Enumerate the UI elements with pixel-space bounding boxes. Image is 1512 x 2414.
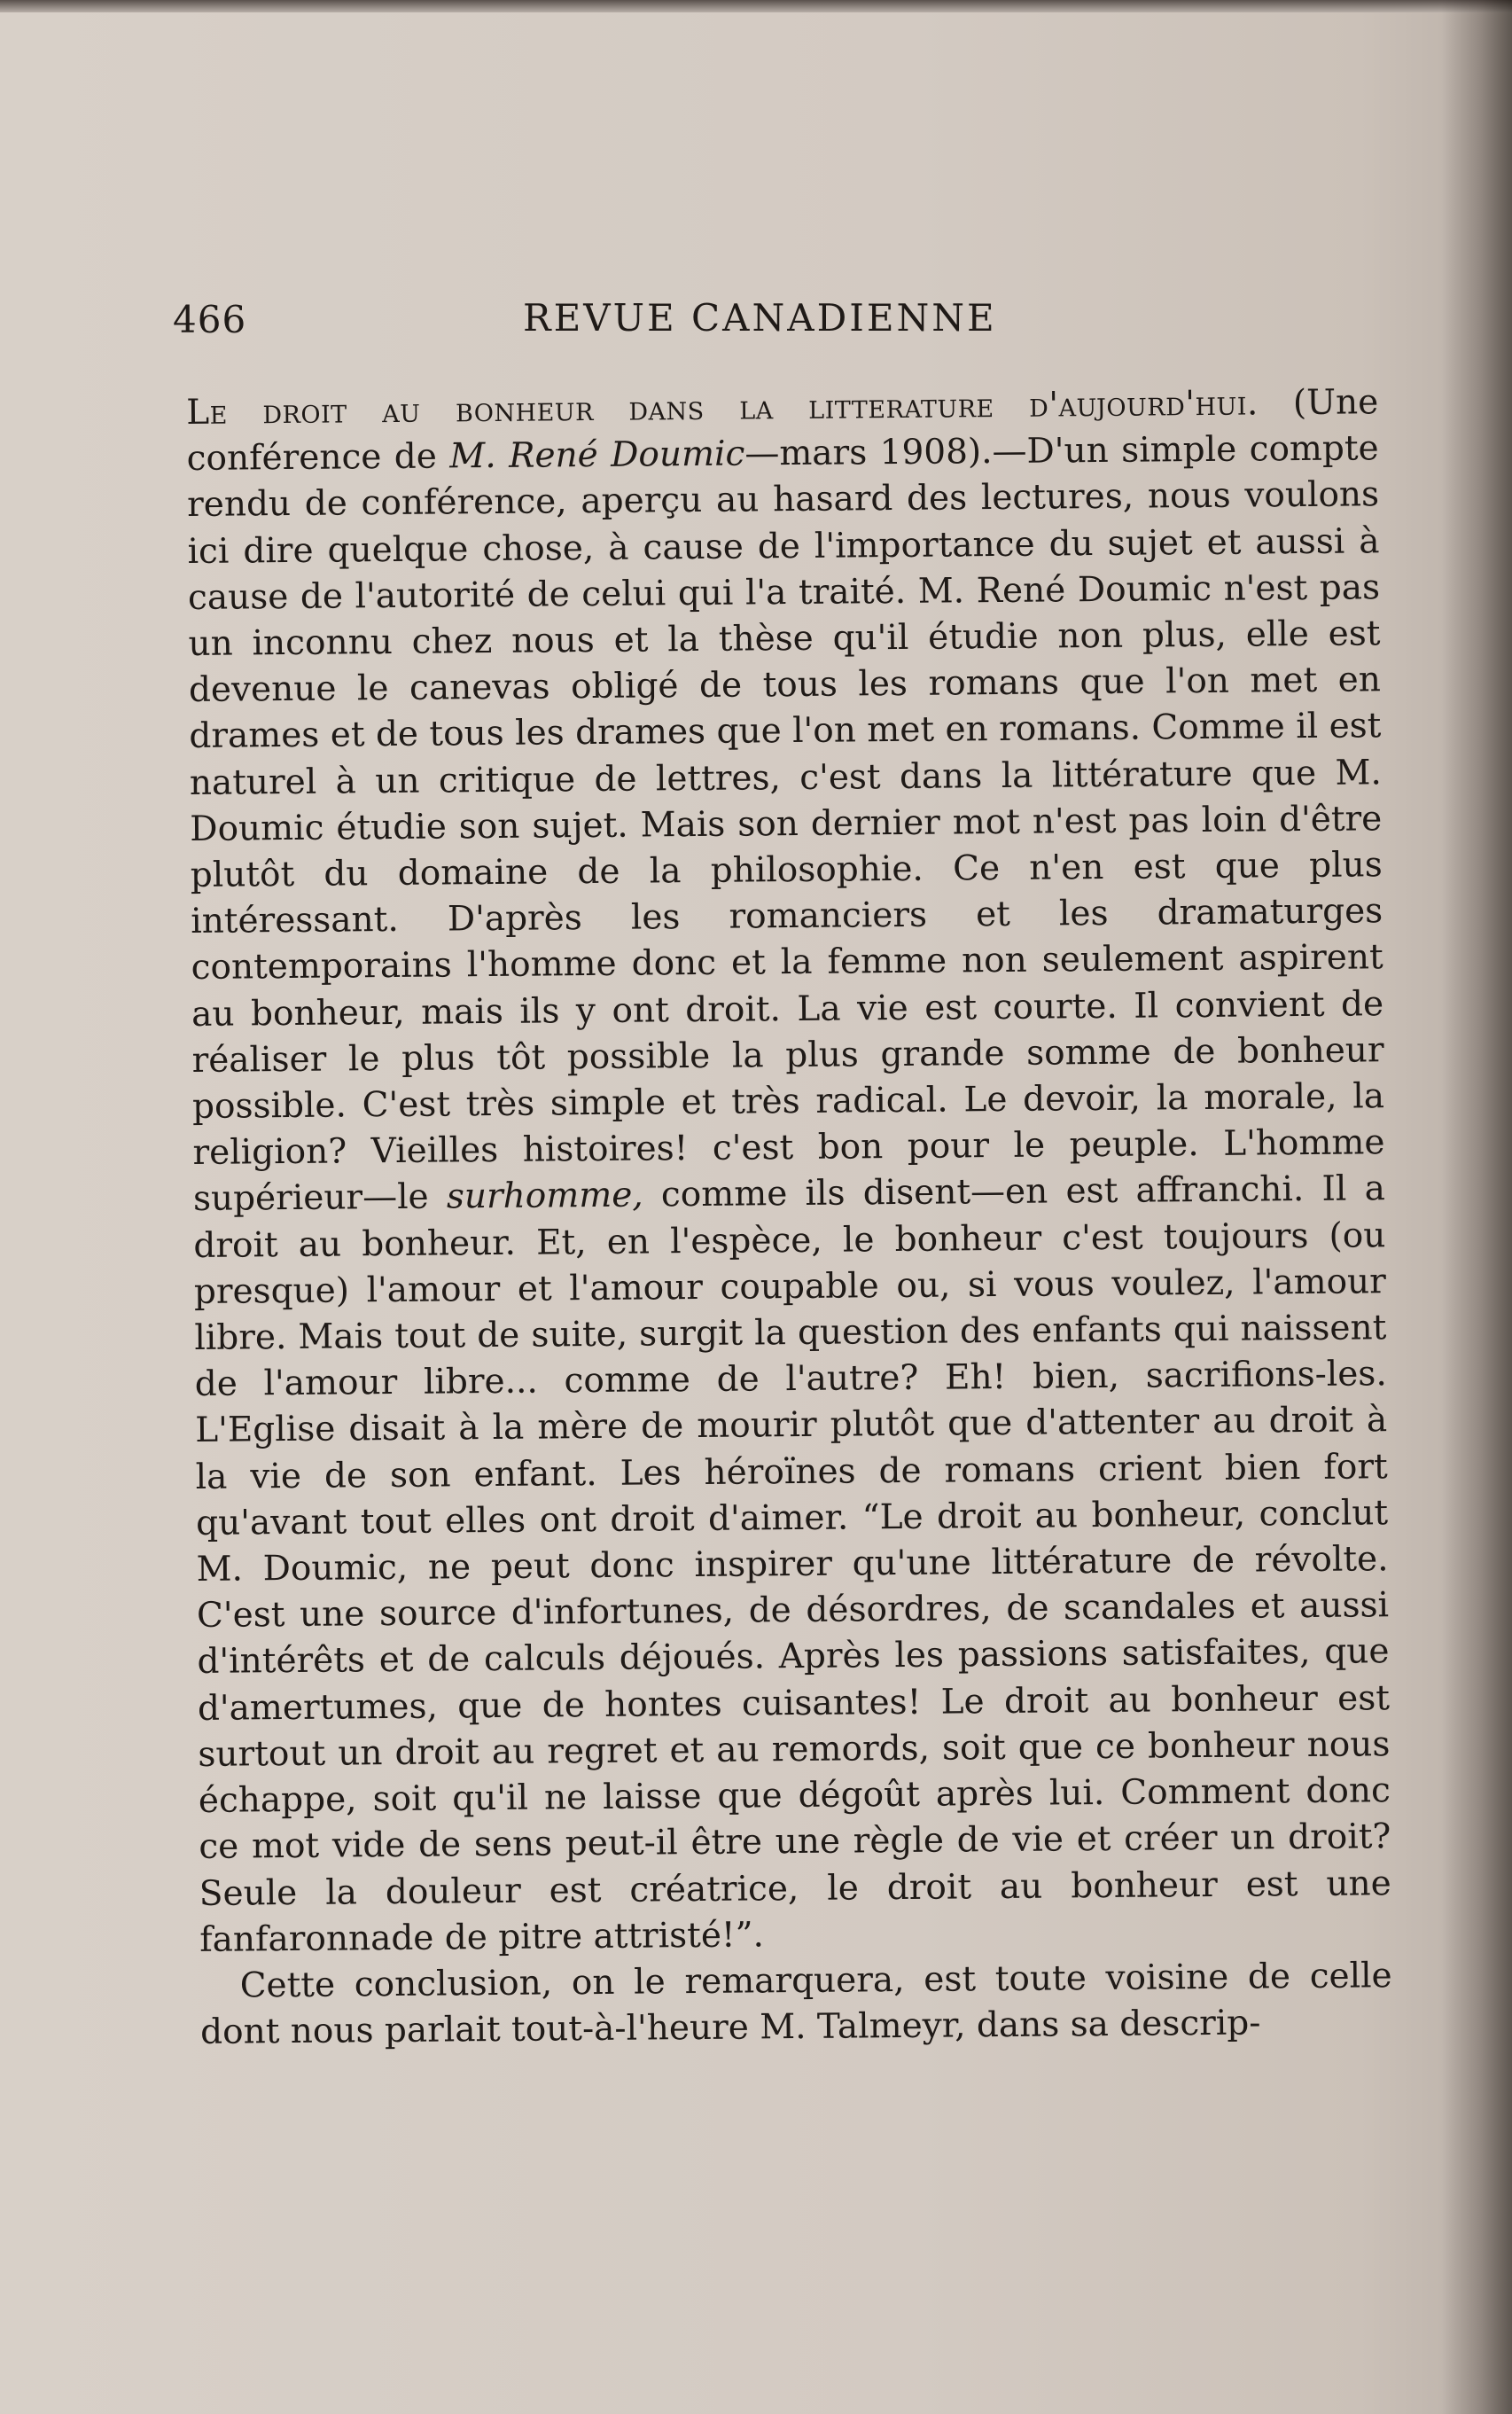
intro-author: M. René Doumic bbox=[449, 434, 745, 477]
page-header bbox=[173, 291, 1396, 344]
running-head: REVUE CANADIENNE bbox=[523, 296, 997, 340]
intro-suffix: —mars 1908).— bbox=[744, 431, 1027, 474]
intro-prefix: (Une conférence de bbox=[186, 382, 1379, 480]
paragraph-1-part-1: D'un simple compte rendu de conférence, aperçu au hasard des lectures, nous voulons ici dire quelque chose, à cause de l'importance du sujet et aussi à cause de l'autorité de celui qui l'a traité. M. René Doumic n'est pas un inconnu chez nous et la thèse qu'il étudie non plus, elle est devenue le canevas obligé de tous les romans que l'on met en drames et de tous les drames que l'on met en romans. Comme il est naturel à un critique de lettres, c'est dans la littérature que M. Doumic étudie son sujet. Mais son dernier mot n'est pas loin d'être plutôt du domaine de la philosophie. Ce n'en est que plus intéressant. D'après les romanciers et les dramaturges contemporains l'homme donc et la femme non seulement aspirent au bonheur, mais ils y ont droit. La vie est courte. Il convient de réaliser le plus tôt possible la plus grande somme de bonheur possible. C'est très simple et très radical. Le devoir, la morale, la religion? Vieilles histoires! c'est bon pour le peuple. L'homme supérieur—le bbox=[186, 428, 1385, 1220]
page-number: 466 bbox=[173, 298, 247, 341]
article-paragraph-2: Cette conclusion, on le remarquera, est toute voisine de celle dont nous parlait tout-à-l'heure M. Talmeyr, dans sa descrip- bbox=[199, 1956, 1392, 2053]
spine-shadow bbox=[1441, 0, 1512, 2414]
article-paragraph-1 bbox=[186, 379, 1391, 1964]
article-body bbox=[186, 379, 1392, 2056]
paragraph-1-part-2: comme ils disent—en est affranchi. Il a droit au bonheur. Et, en l'espèce, le bonheur c'est toujours (ou presque) l'amour et l'amour coupable ou, si vous voulez, l'amour libre. Mais tout de suite, surgit la question des enfants qui naissent de l'amour libre... comme de l'autre? Eh! bien, sacrifions-les. L'Eglise disait à la mère de mourir plutôt que d'attenter au droit à la vie de son enfant. Les héroïnes de romans crient bien fort qu'avant tout elles ont droit d'aimer. “Le droit au bonheur, conclut M. Doumic, ne peut donc inspirer qu'une littérature de révolte. C'est une source d'infortunes, de désordres, de scandales et aussi d'intérêts et de calculs déjoués. Après les passions satisfaites, que d'amertumes, que de hontes cuisantes! Le droit au bonheur est surtout un droit au regret et au remords, soit que ce bonheur nous échappe, soit qu'il ne laisse que dégoût après lui. Comment donc ce mot vide de sens peut-il être une règle de vie et créer un droit? Seule la douleur est créatrice, le droit au bonheur est une fanfaronnade de pitre attristé!”. bbox=[193, 1168, 1391, 1960]
italic-word: surhomme, bbox=[446, 1175, 643, 1217]
article-title: Le droit au bonheur dans la litterature d'aujourd'hui. bbox=[186, 383, 1259, 433]
top-edge-rule bbox=[0, 0, 1512, 12]
